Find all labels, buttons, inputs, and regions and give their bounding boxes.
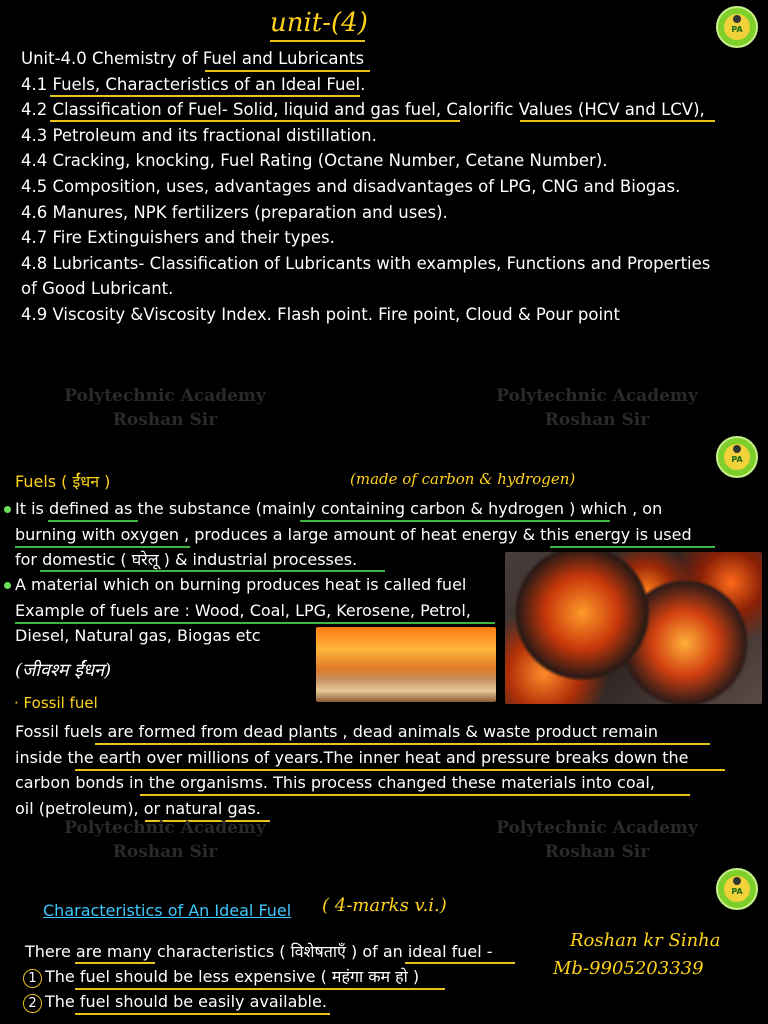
syllabus-line: 4.7 Fire Extinguishers and their types.: [21, 228, 335, 247]
wood-fire-image: [316, 627, 496, 702]
syllabus-line: 4.6 Manures, NPK fertilizers (preparation and uses).: [21, 203, 448, 222]
characteristic-item: 1 The fuel should be less expensive ( महंगा कम हो ): [23, 967, 419, 988]
signature-name: Roshan kr Sinha: [570, 930, 721, 951]
handwritten-note: (made of carbon & hydrogen): [350, 470, 576, 488]
syllabus-line: 4.8 Lubricants- Classification of Lubricants with examples, Functions and Properties: [21, 254, 711, 273]
academy-logo-icon: PA: [716, 6, 758, 48]
characteristic-item: 2 The fuel should be easily available.: [23, 992, 327, 1013]
watermark: Polytechnic Academy Roshan Sir: [64, 386, 266, 430]
watermark: Polytechnic Academy Roshan Sir: [496, 818, 698, 862]
fuel-definition-line: burning with oxygen , produces a large amount of heat energy & this energy is used: [15, 525, 692, 544]
syllabus-line: 4.4 Cracking, knocking, Fuel Rating (Octane Number, Cetane Number).: [21, 151, 608, 170]
slide-ideal-fuel: [0, 864, 768, 1024]
syllabus-line: 4.5 Composition, uses, advantages and disadvantages of LPG, CNG and Biogas.: [21, 177, 681, 196]
syllabus-line: of Good Lubricant.: [21, 279, 174, 298]
slide-fuels: [0, 432, 768, 864]
fossil-fuel-title: · Fossil fuel: [14, 694, 98, 712]
handwritten-marks-note: ( 4-marks v.i.): [322, 895, 447, 916]
signature-mobile: Mb-9905203339: [553, 958, 704, 979]
academy-logo-icon: PA: [716, 436, 758, 478]
watermark: Polytechnic Academy Roshan Sir: [64, 818, 266, 862]
slide-syllabus: [0, 0, 768, 432]
bullet-icon: [4, 506, 11, 513]
characteristics-intro: There are many characteristics ( विशेषताएँ ) of an ideal fuel -: [25, 942, 493, 961]
syllabus-line: 4.1 Fuels, Characteristics of an Ideal Fuel.: [21, 75, 366, 94]
fossil-fuel-line: Fossil fuels are formed from dead plants , dead animals & waste product remain: [15, 722, 659, 741]
fuel-definition-line: It is defined as the substance (mainly containing carbon & hydrogen ) which , on: [15, 499, 663, 518]
fossil-fuel-line: carbon bonds in the organisms. This process changed these materials into coal,: [15, 773, 655, 792]
syllabus-line: Unit-4.0 Chemistry of Fuel and Lubricants: [21, 49, 365, 68]
fossil-fuel-line: oil (petroleum), or natural gas.: [15, 799, 261, 818]
fuel-examples-line: Example of fuels are : Wood, Coal, LPG, Kerosene, Petrol,: [15, 601, 471, 620]
fuels-heading: Fuels ( ईंधन ): [15, 472, 111, 491]
syllabus-line: 4.3 Petroleum and its fractional distillation.: [21, 126, 377, 145]
fossil-fuel-line: inside the earth over millions of years.The inner heat and pressure breaks down the: [15, 748, 689, 767]
handwritten-hindi-note: (जीवश्म ईंधन): [15, 660, 112, 681]
bullet-icon: [4, 582, 11, 589]
ideal-fuel-heading-link[interactable]: Characteristics of An Ideal Fuel: [43, 901, 292, 920]
fuel-examples-line: Diesel, Natural gas, Biogas etc: [15, 626, 261, 645]
syllabus-line: 4.9 Viscosity &Viscosity Index. Flash point. Fire point, Cloud & Pour point: [21, 305, 620, 324]
burning-coal-image: [505, 552, 762, 704]
watermark: Polytechnic Academy Roshan Sir: [496, 386, 698, 430]
handwritten-unit-title: unit-(4): [270, 8, 368, 38]
fuel-definition-line: A material which on burning produces heat is called fuel: [15, 575, 467, 594]
academy-logo-icon: PA: [716, 868, 758, 910]
fuel-definition-line: for domestic ( घरेलू ) & industrial processes.: [15, 550, 358, 569]
syllabus-line: 4.2 Classification of Fuel- Solid, liquid and gas fuel, Calorific Values (HCV and LCV),: [21, 100, 705, 119]
